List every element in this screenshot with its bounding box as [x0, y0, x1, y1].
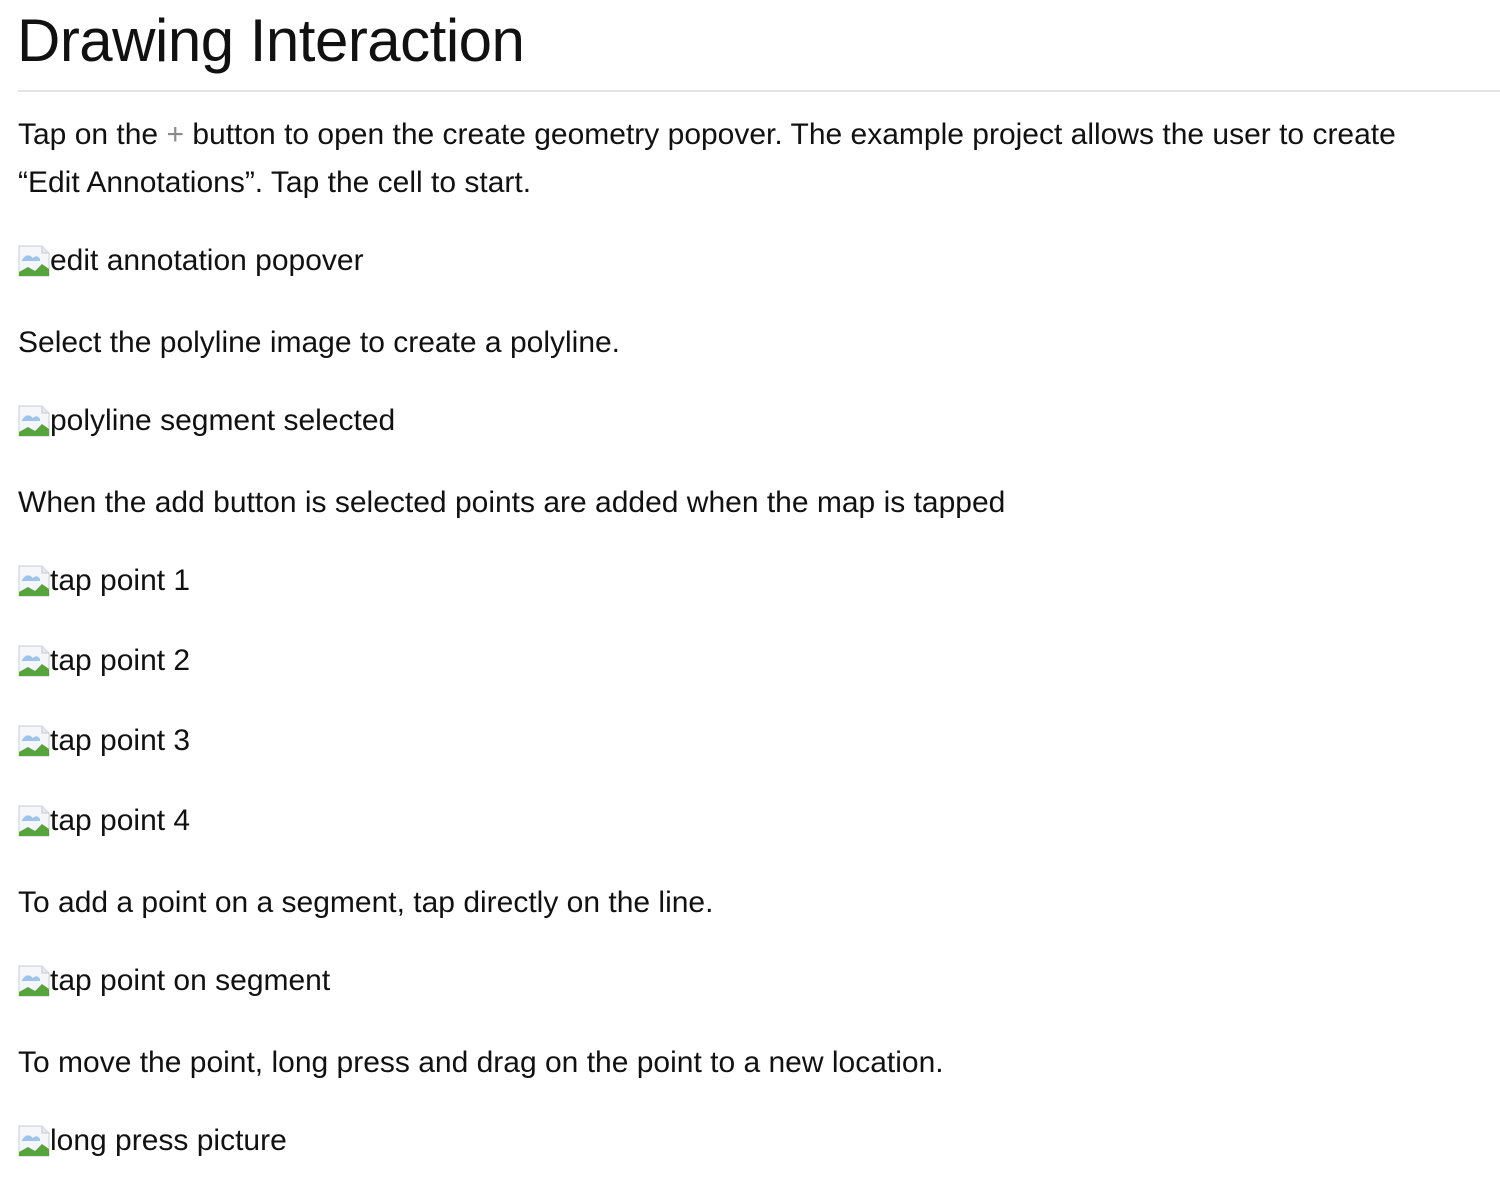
broken-image-icon — [18, 965, 50, 997]
image-alt-text: polyline segment selected — [50, 404, 396, 437]
broken-image-icon — [18, 1125, 50, 1157]
broken-image-icon — [18, 805, 50, 837]
image-alt-text: tap point on segment — [50, 964, 331, 997]
broken-image-icon — [18, 245, 50, 277]
image-long-press-picture — [18, 1121, 287, 1161]
broken-image-icon — [18, 405, 50, 437]
intro-text-after-plus: button to open the create geometry popover. The example project allows the user to create — [183, 118, 1396, 151]
image-tap-point-on-segment — [18, 961, 330, 1001]
image-tap-point-3 — [18, 721, 190, 761]
image-edit-annotation-popover — [18, 241, 364, 281]
intro-text-before-plus: Tap on the — [18, 118, 167, 151]
image-tap-point-2 — [18, 641, 190, 681]
intro-paragraph-line-2: “Edit Annotations”. Tap the cell to start. — [18, 166, 532, 199]
broken-image-icon — [18, 725, 50, 757]
image-alt-text: tap point 3 — [50, 724, 191, 757]
intro-paragraph-line-1 — [18, 111, 1396, 159]
plus-icon: + — [166, 118, 184, 151]
image-alt-text: long press picture — [50, 1124, 287, 1157]
add-on-segment-paragraph: To add a point on a segment, tap directly on the line. — [18, 886, 714, 919]
title-divider — [18, 90, 1500, 92]
image-tap-point-1 — [18, 561, 190, 601]
select-polyline-paragraph: Select the polyline image to create a polyline. — [18, 326, 621, 359]
image-polyline-segment-selected — [18, 401, 395, 441]
broken-image-icon — [18, 565, 50, 597]
move-point-paragraph: To move the point, long press and drag on the point to a new location. — [18, 1046, 944, 1079]
image-alt-text: tap point 1 — [50, 564, 191, 597]
add-button-paragraph: When the add button is selected points are added when the map is tapped — [18, 486, 1006, 519]
image-alt-text: tap point 2 — [50, 644, 191, 677]
image-alt-text: edit annotation popover — [50, 244, 364, 277]
image-alt-text: tap point 4 — [50, 804, 191, 837]
page-title: Drawing Interaction — [17, 7, 525, 74]
broken-image-icon — [18, 645, 50, 677]
image-tap-point-4 — [18, 801, 190, 841]
